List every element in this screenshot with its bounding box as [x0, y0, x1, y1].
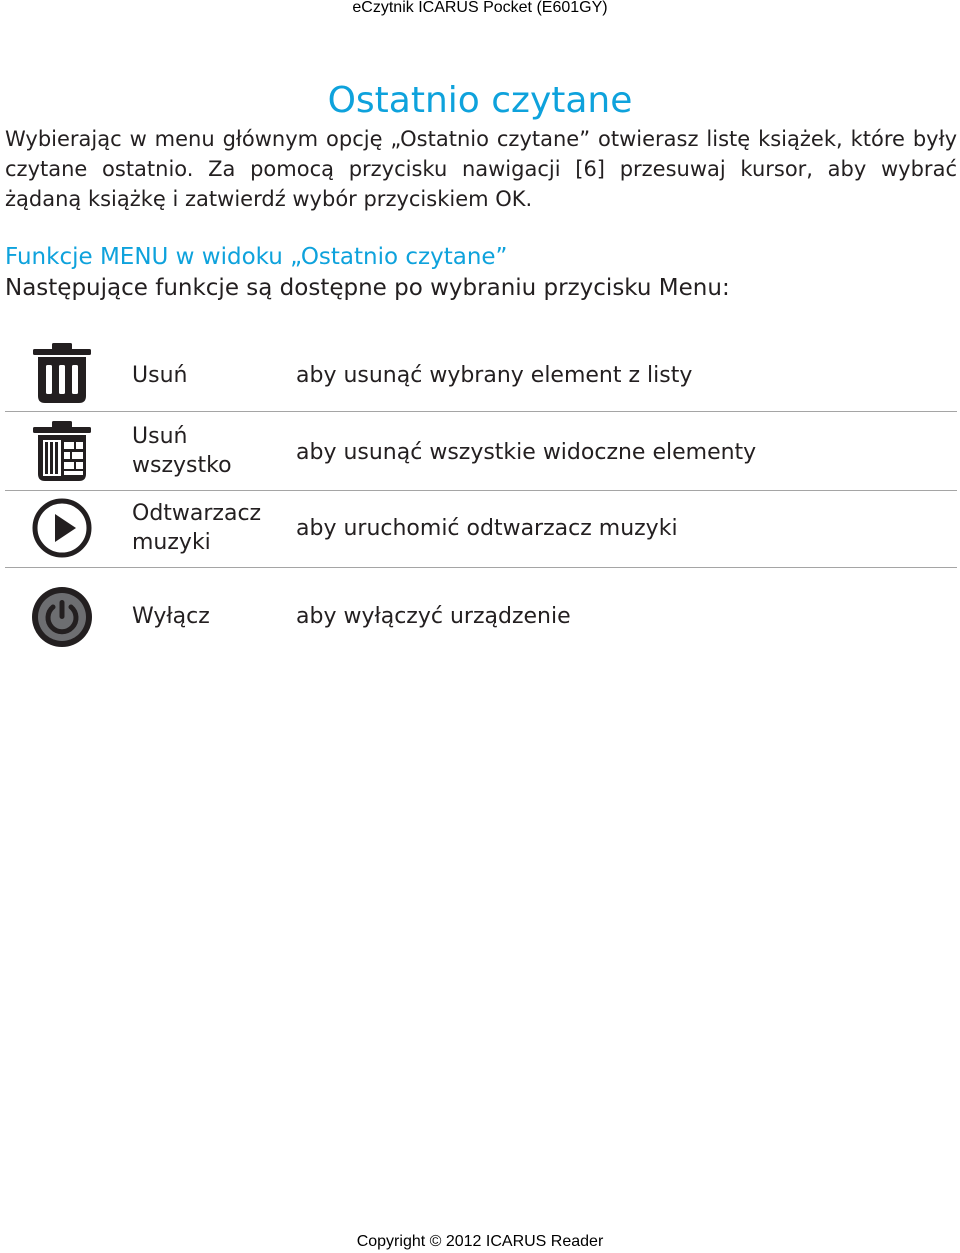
section-subtitle: Funkcje MENU w widoku „Ostatnio czytane” — [5, 244, 508, 270]
intro-paragraph: Wybierając w menu głównym opcję „Ostatnio czytane” otwierasz listę książek, które były czytane ostatnio. Za pomocą przycisku nawigacji [6] przesuwaj kursor, aby wybrać żądaną książkę i zatwierdź wybór przyciskiem OK. — [5, 127, 957, 211]
power-icon — [29, 584, 95, 650]
menu-item-name: Usuń wszystko — [132, 424, 232, 478]
trash-all-icon — [29, 418, 95, 484]
menu-item-description: aby usunąć wszystkie widoczne elementy — [296, 440, 757, 465]
menu-item-description: aby uruchomić odtwarzacz muzyki — [296, 516, 678, 541]
menu-row-music-player — [5, 491, 957, 568]
menu-row-power-off — [5, 568, 957, 648]
menu-item-name: Odtwarzacz muzyki — [132, 501, 262, 555]
menu-item-description: aby usunąć wybrany element z listy — [296, 363, 693, 388]
page-header: eCzytnik ICARUS Pocket (E601GY) — [352, 0, 608, 16]
menu-row-delete — [5, 336, 957, 412]
menu-item-name: Wyłącz — [132, 604, 210, 629]
trash-icon — [29, 340, 95, 406]
page-title: Ostatnio czytane — [327, 80, 633, 121]
menu-item-name: Usuń — [132, 363, 188, 388]
menu-row-delete-all — [5, 412, 957, 491]
section-lead: Następujące funkcje są dostępne po wybraniu przycisku Menu: — [5, 275, 730, 301]
play-icon — [29, 495, 95, 561]
menu-item-description: aby wyłączyć urządzenie — [296, 604, 571, 629]
page-footer: Copyright © 2012 ICARUS Reader — [356, 1233, 604, 1250]
